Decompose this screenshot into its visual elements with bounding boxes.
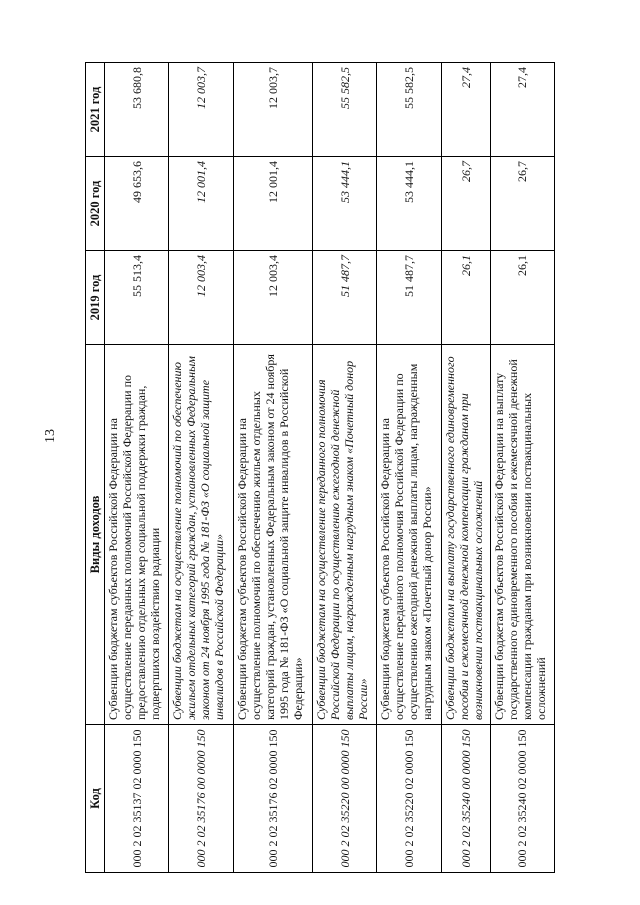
value-2019-cell: 26,1 [441,251,490,345]
page-number: 13 [43,429,58,443]
code-cell: 000 2 02 35176 00 0000 150 [169,725,233,873]
code-cell: 000 2 02 35240 02 0000 150 [490,725,554,873]
rotated-table-container [85,63,555,873]
revenue-type-cell: Субвенции бюджетам субъектов Российской Федерации на выплату государственного единовременного пособия и ежемесячной денежной компенсации гражданам при возникновении поствакцинальных осложнений [490,345,554,725]
value-2020-cell: 26,7 [441,157,490,251]
code-cell: 000 2 02 35137 02 0000 150 [105,725,169,873]
value-2020-cell: 26,7 [490,157,554,251]
value-2021-cell: 55 582,5 [313,63,377,157]
value-2020-cell: 53 444,1 [377,157,441,251]
header-2021: 2021 год [86,63,105,157]
revenue-type-cell: Субвенции бюджетам на выплату государственного единовременного пособия и ежемесячной денежной компенсации гражданам при возникновении поствакцинальных осложнений [441,345,490,725]
table-row [490,63,554,873]
value-2020-cell: 49 653,6 [105,157,169,251]
value-2021-cell: 12 003,7 [169,63,233,157]
table-row [441,63,490,873]
table-row [313,63,377,873]
value-2021-cell: 27,4 [490,63,554,157]
table-row [105,63,169,873]
header-2020: 2020 год [86,157,105,251]
value-2021-cell: 27,4 [441,63,490,157]
value-2021-cell: 53 680,8 [105,63,169,157]
revenue-table [85,62,555,873]
value-2019-cell: 55 513,4 [105,251,169,345]
value-2020-cell: 12 001,4 [169,157,233,251]
value-2020-cell: 53 444,1 [313,157,377,251]
value-2019-cell: 26,1 [490,251,554,345]
revenue-type-cell: Субвенции бюджетам субъектов Российской Федерации на осуществление переданного полномочия Российской Федерации по осуществлению ежегодной денежной выплаты лицам, награжденным нагрудным знаком «Почетный донор России» [377,345,441,725]
value-2019-cell: 51 487,7 [377,251,441,345]
revenue-type-cell: Субвенции бюджетам субъектов Российской Федерации на осуществление полномочий по обеспечению жильем отдельных категорий граждан, установленных Федеральным законом от 24 ноября 1995 года № 181-ФЗ «О социальной защите инвалидов в Российской Федерации» [233,345,313,725]
header-code: Код [86,725,105,873]
value-2021-cell: 55 582,5 [377,63,441,157]
value-2019-cell: 51 487,7 [313,251,377,345]
table-row [377,63,441,873]
code-cell: 000 2 02 35240 00 0000 150 [441,725,490,873]
revenue-type-cell: Субвенции бюджетам субъектов Российской Федерации на осуществление переданных полномочий Российской Федерации по предоставлению отдельных мер социальной поддержки граждан, подвергшихся воздействию радиации [105,345,169,725]
table-row [233,63,313,873]
code-cell: 000 2 02 35220 02 0000 150 [377,725,441,873]
value-2019-cell: 12 003,4 [233,251,313,345]
header-revenue-type: Виды доходов [86,345,105,725]
header-2019: 2019 год [86,251,105,345]
code-cell: 000 2 02 35220 00 0000 150 [313,725,377,873]
value-2019-cell: 12 003,4 [169,251,233,345]
revenue-type-cell: Субвенции бюджетам на осуществление полномочий по обеспечению жильем отдельных категорий граждан, установленных Федеральным законом от 24 ноября 1995 года № 181-ФЗ «О социальной защите инвалидов в Российской Федерации» [169,345,233,725]
revenue-type-cell: Субвенции бюджетам на осуществление переданного полномочия Российской Федерации по осуществлению ежегодной денежной выплаты лицам, награжденным нагрудным знаком «Почетный донор России» [313,345,377,725]
code-cell: 000 2 02 35176 02 0000 150 [233,725,313,873]
table-header-row [86,63,105,873]
value-2021-cell: 12 003,7 [233,63,313,157]
value-2020-cell: 12 001,4 [233,157,313,251]
table-row [169,63,233,873]
